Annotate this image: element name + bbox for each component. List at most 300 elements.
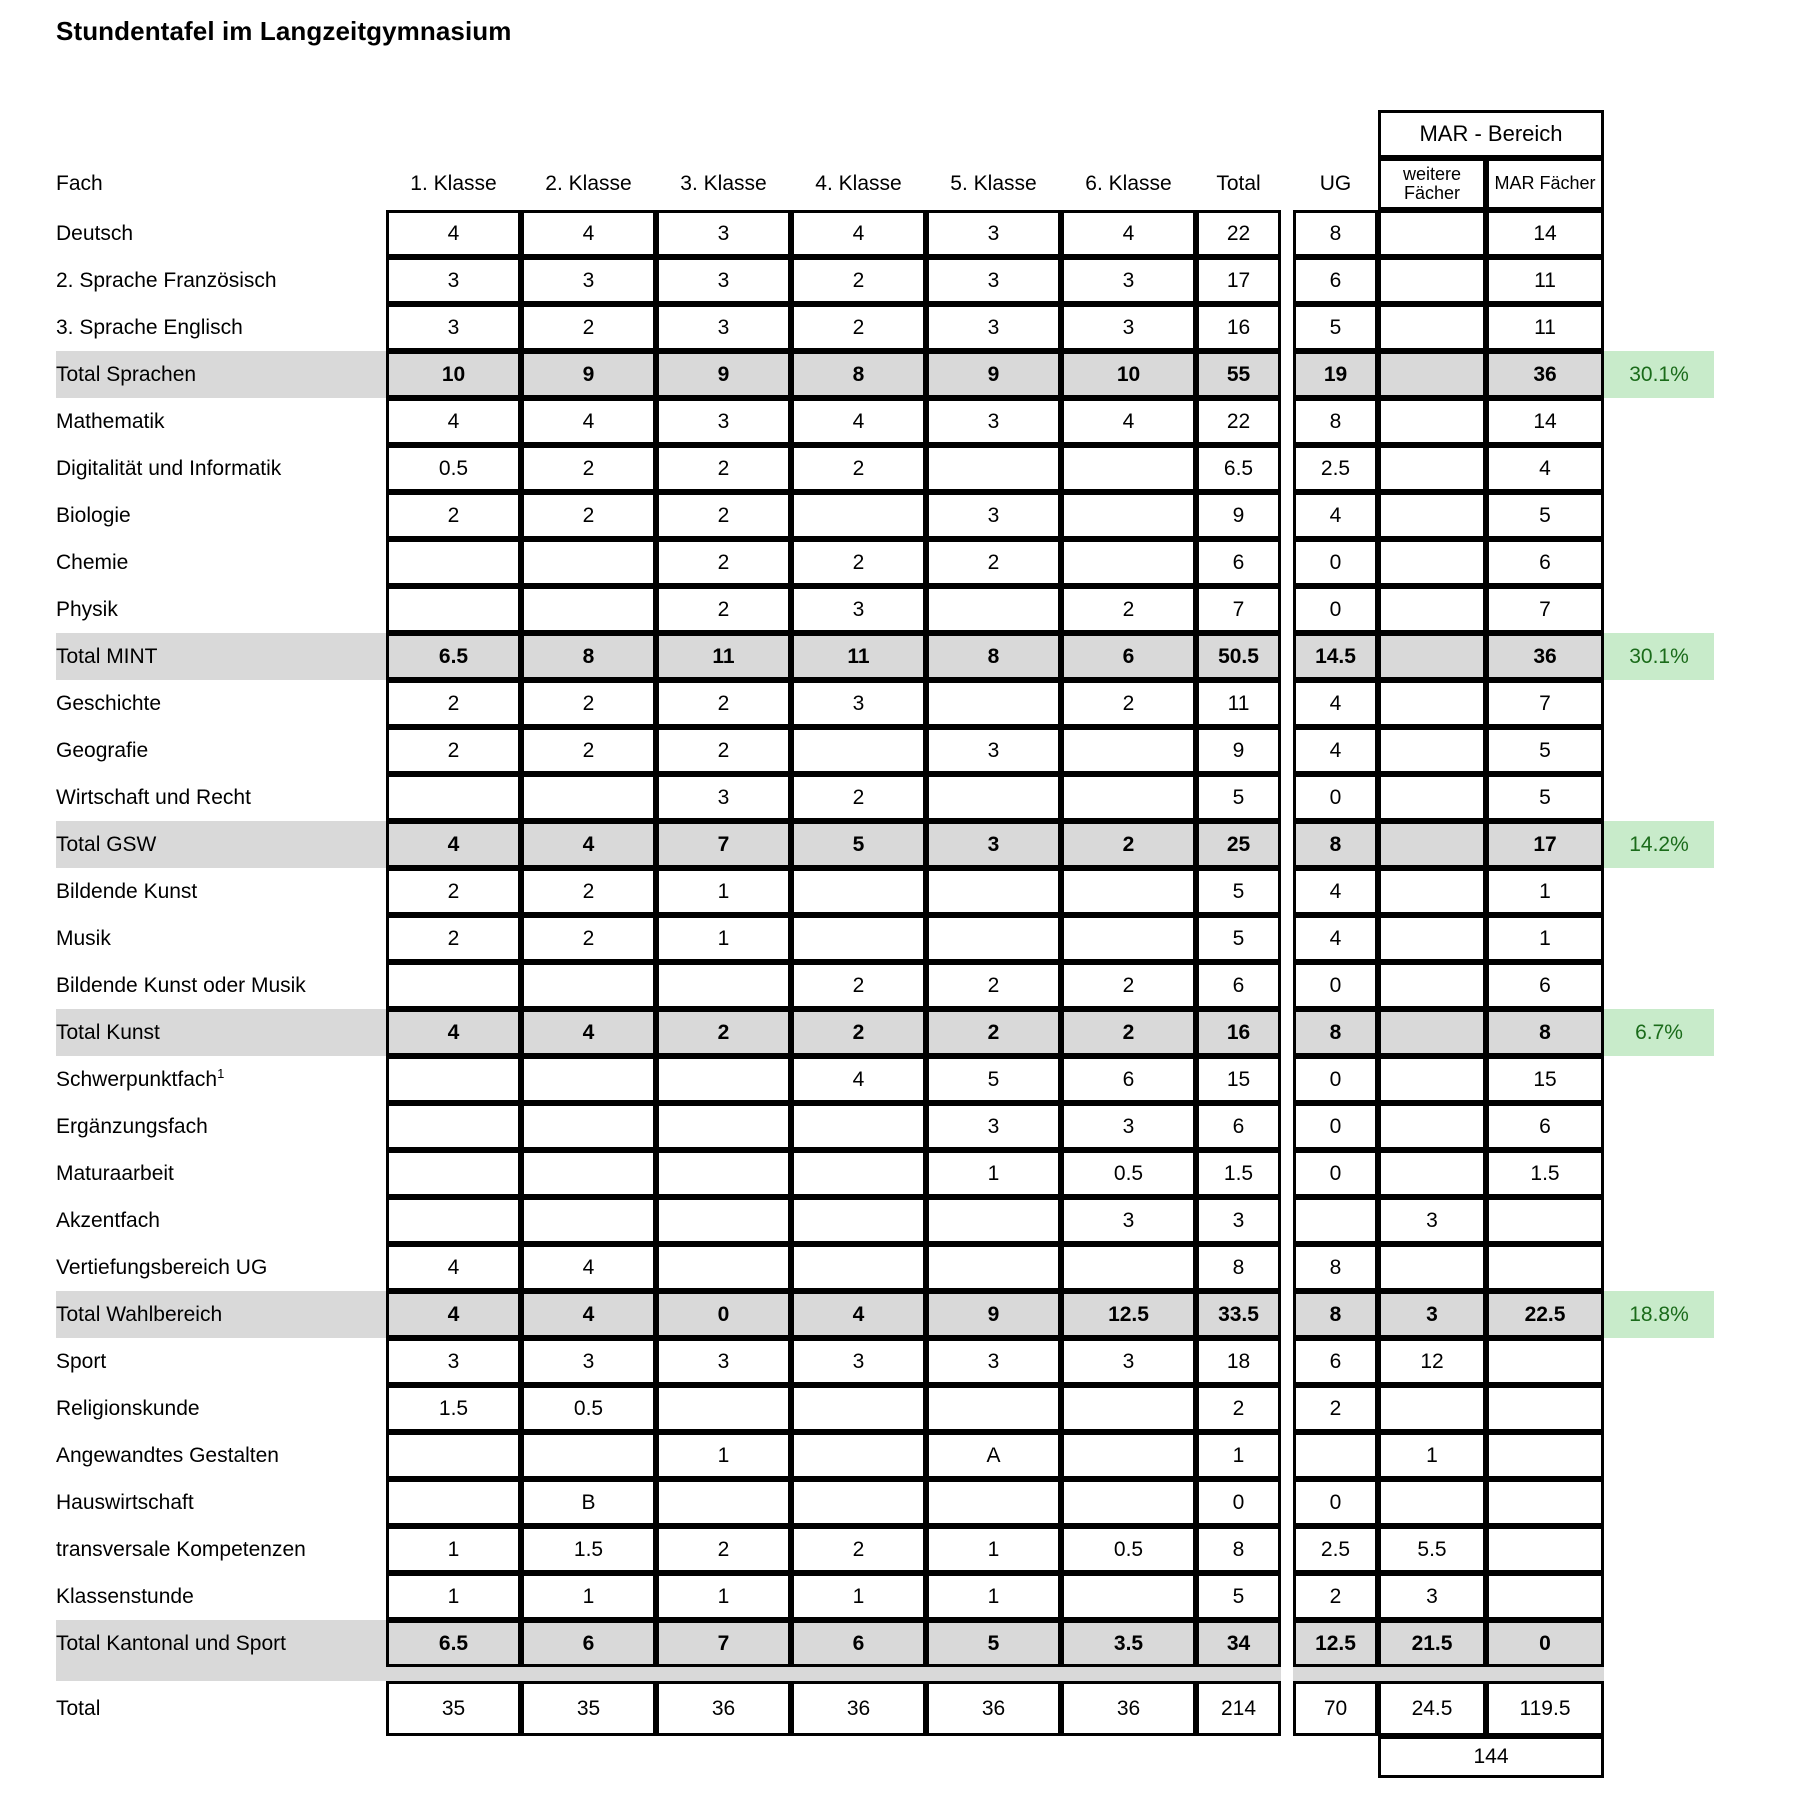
cell-percent: [1604, 1338, 1714, 1385]
row-label-fach: Musik: [56, 926, 111, 950]
cell-klasse-1: 3: [386, 257, 521, 304]
cell-klasse-3: 7: [656, 821, 791, 868]
cell-total: 8: [1196, 1526, 1281, 1573]
cell-klasse-6: 6: [1061, 1056, 1196, 1103]
column-gap: [1281, 1291, 1293, 1338]
cell-klasse-3: [656, 1244, 791, 1291]
cell-ug: 0: [1293, 586, 1378, 633]
cell-percent: [1604, 1479, 1714, 1526]
cell-klasse-3: 3: [656, 774, 791, 821]
cell-klasse-2: 4: [521, 1009, 656, 1056]
column-gap: [1281, 1009, 1293, 1056]
header-spacer-cell: [1604, 158, 1714, 210]
column-gap: [1281, 727, 1293, 774]
cell-total: 11: [1196, 680, 1281, 727]
cell-klasse-5: 3: [926, 821, 1061, 868]
cell-ug: 4: [1293, 680, 1378, 727]
column-gap: [1281, 1667, 1293, 1681]
mar-grand-total-spacer: [791, 1736, 926, 1778]
cell-percent: [1604, 1573, 1714, 1620]
cell-total: 22: [1196, 398, 1281, 445]
column-header-total: Total: [1216, 172, 1261, 195]
header-spacer-cell: [1281, 110, 1293, 158]
cell-klasse-2: 2: [521, 304, 656, 351]
mar-grand-total-spacer: [1293, 1736, 1378, 1778]
cell-weitere-faecher: [1378, 539, 1486, 586]
separator-band: [56, 1667, 1714, 1681]
table-row: [56, 398, 1714, 445]
column-gap: [1281, 1432, 1293, 1479]
cell-klasse-3: 3: [656, 257, 791, 304]
column-gap: [1281, 774, 1293, 821]
mar-grand-total-spacer: [1281, 1736, 1293, 1778]
cell-klasse-1: [386, 1056, 521, 1103]
row-label-fach: Total MINT: [56, 633, 386, 680]
cell-total: 16: [1196, 1009, 1281, 1056]
table-row: [56, 1197, 1714, 1244]
table-row: [56, 1573, 1714, 1620]
cell-mar-faecher: [1486, 1573, 1604, 1620]
cell-klasse-2: 2: [521, 680, 656, 727]
cell-klasse-6: [1061, 539, 1196, 586]
cell-weitere-faecher: [1378, 1056, 1486, 1103]
column-gap: [1281, 445, 1293, 492]
cell-klasse-6: [1061, 868, 1196, 915]
row-label-fach: Deutsch: [56, 221, 134, 245]
cell-ug: 8: [1293, 1291, 1378, 1338]
cell-klasse-2: 3: [521, 257, 656, 304]
table-row: [56, 445, 1714, 492]
cell-klasse-3: [656, 1385, 791, 1432]
grand-total-row: [56, 1681, 1714, 1736]
grand-total-ug: 70: [1293, 1681, 1378, 1736]
cell-klasse-6: [1061, 1479, 1196, 1526]
cell-total: 5: [1196, 774, 1281, 821]
cell-percent: [1604, 680, 1714, 727]
cell-klasse-2: 3: [521, 1338, 656, 1385]
cell-klasse-5: [926, 445, 1061, 492]
cell-ug: 8: [1293, 398, 1378, 445]
column-gap: [1281, 868, 1293, 915]
cell-klasse-6: [1061, 915, 1196, 962]
cell-ug: 14.5: [1293, 633, 1378, 680]
subtotal-row: [56, 1009, 1714, 1056]
cell-weitere-faecher: 21.5: [1378, 1620, 1486, 1667]
grand-total-klasse-4: 36: [791, 1681, 926, 1736]
cell-mar-faecher: 11: [1486, 304, 1604, 351]
cell-total: 6: [1196, 962, 1281, 1009]
cell-mar-faecher: [1486, 1479, 1604, 1526]
cell-klasse-2: 1.5: [521, 1526, 656, 1573]
cell-klasse-4: [791, 1103, 926, 1150]
cell-total: 0: [1196, 1479, 1281, 1526]
cell-percent: [1604, 774, 1714, 821]
stundentafel-table: [56, 110, 1714, 1778]
cell-ug: 2: [1293, 1573, 1378, 1620]
cell-mar-faecher: [1486, 1432, 1604, 1479]
cell-klasse-6: 12.5: [1061, 1291, 1196, 1338]
cell-klasse-4: [791, 1479, 926, 1526]
cell-klasse-5: 3: [926, 398, 1061, 445]
cell-ug: 2: [1293, 1385, 1378, 1432]
cell-klasse-4: [791, 492, 926, 539]
cell-klasse-4: 4: [791, 210, 926, 257]
cell-klasse-2: 4: [521, 1291, 656, 1338]
cell-klasse-5: 3: [926, 257, 1061, 304]
cell-klasse-5: 3: [926, 727, 1061, 774]
cell-percent: [1604, 868, 1714, 915]
row-label-fach: Total Kantonal und Sport: [56, 1620, 386, 1667]
cell-weitere-faecher: [1378, 915, 1486, 962]
cell-klasse-1: [386, 1432, 521, 1479]
cell-klasse-6: [1061, 727, 1196, 774]
cell-klasse-5: 8: [926, 633, 1061, 680]
cell-total: 1: [1196, 1432, 1281, 1479]
cell-mar-faecher: 8: [1486, 1009, 1604, 1056]
cell-percent: [1604, 1385, 1714, 1432]
row-label-fach: Wirtschaft und Recht: [56, 785, 251, 809]
header-spacer-cell: [1604, 110, 1714, 158]
cell-klasse-1: 4: [386, 210, 521, 257]
cell-klasse-5: [926, 1385, 1061, 1432]
cell-klasse-3: [656, 1103, 791, 1150]
cell-klasse-4: 2: [791, 539, 926, 586]
mar-grand-total-spacer: [1604, 1736, 1714, 1778]
row-label-fach: Bildende Kunst oder Musik: [56, 973, 306, 997]
cell-klasse-2: [521, 1432, 656, 1479]
cell-percent: [1604, 962, 1714, 1009]
cell-klasse-5: 2: [926, 962, 1061, 1009]
cell-klasse-4: [791, 868, 926, 915]
cell-percent: 6.7%: [1604, 1009, 1714, 1056]
cell-percent: [1604, 445, 1714, 492]
cell-klasse-4: [791, 1150, 926, 1197]
column-header-fach: Fach: [56, 172, 103, 195]
cell-klasse-5: [926, 868, 1061, 915]
mar-grand-total-spacer: [926, 1736, 1061, 1778]
cell-total: 34: [1196, 1620, 1281, 1667]
cell-klasse-2: [521, 774, 656, 821]
cell-klasse-1: 1.5: [386, 1385, 521, 1432]
column-gap: [1281, 633, 1293, 680]
cell-mar-faecher: [1486, 1197, 1604, 1244]
cell-klasse-3: 2: [656, 445, 791, 492]
cell-klasse-5: [926, 586, 1061, 633]
table-row: [56, 915, 1714, 962]
cell-weitere-faecher: [1378, 351, 1486, 398]
cell-klasse-4: 4: [791, 1056, 926, 1103]
header-spacer-cell: [1196, 110, 1281, 158]
table-row: [56, 1103, 1714, 1150]
cell-klasse-3: [656, 1056, 791, 1103]
header-row-columns: [56, 158, 1714, 210]
cell-klasse-1: 6.5: [386, 1620, 521, 1667]
cell-weitere-faecher: [1378, 210, 1486, 257]
cell-klasse-5: 2: [926, 1009, 1061, 1056]
cell-klasse-3: 1: [656, 868, 791, 915]
cell-klasse-6: 3.5: [1061, 1620, 1196, 1667]
cell-percent: [1604, 1526, 1714, 1573]
cell-percent: 18.8%: [1604, 1291, 1714, 1338]
cell-klasse-2: 1: [521, 1573, 656, 1620]
cell-klasse-1: 2: [386, 727, 521, 774]
cell-klasse-2: 4: [521, 210, 656, 257]
cell-klasse-1: 6.5: [386, 633, 521, 680]
cell-klasse-1: 2: [386, 868, 521, 915]
row-label-fach: Physik: [56, 597, 118, 621]
cell-ug: 8: [1293, 210, 1378, 257]
cell-total: 16: [1196, 304, 1281, 351]
table-row: [56, 1056, 1714, 1103]
cell-klasse-2: [521, 539, 656, 586]
cell-klasse-4: [791, 727, 926, 774]
cell-weitere-faecher: [1378, 1103, 1486, 1150]
separator-band-cell: [791, 1667, 926, 1681]
mar-grand-total-spacer: [656, 1736, 791, 1778]
cell-klasse-6: 2: [1061, 1009, 1196, 1056]
table-row: [56, 727, 1714, 774]
column-gap: [1281, 1526, 1293, 1573]
cell-klasse-6: [1061, 492, 1196, 539]
cell-weitere-faecher: [1378, 586, 1486, 633]
row-label-fach: Klassenstunde: [56, 1584, 194, 1608]
cell-klasse-1: [386, 1197, 521, 1244]
cell-percent: [1604, 257, 1714, 304]
cell-klasse-5: 5: [926, 1620, 1061, 1667]
cell-percent: [1604, 1432, 1714, 1479]
cell-ug: [1293, 1197, 1378, 1244]
table-row: [56, 1385, 1714, 1432]
column-gap: [1281, 398, 1293, 445]
cell-total: 6.5: [1196, 445, 1281, 492]
cell-klasse-2: [521, 962, 656, 1009]
cell-total: 55: [1196, 351, 1281, 398]
cell-weitere-faecher: [1378, 727, 1486, 774]
cell-total: 5: [1196, 868, 1281, 915]
cell-weitere-faecher: [1378, 962, 1486, 1009]
cell-percent: 14.2%: [1604, 821, 1714, 868]
cell-weitere-faecher: [1378, 398, 1486, 445]
cell-total: 6: [1196, 1103, 1281, 1150]
row-label-fach: Biologie: [56, 503, 131, 527]
column-header-mar-faecher: MAR Fächer: [1486, 158, 1604, 210]
cell-klasse-4: 3: [791, 1338, 926, 1385]
cell-mar-faecher: 6: [1486, 962, 1604, 1009]
cell-percent: 30.1%: [1604, 351, 1714, 398]
cell-klasse-6: 2: [1061, 821, 1196, 868]
column-gap: [1281, 915, 1293, 962]
cell-weitere-faecher: [1378, 1009, 1486, 1056]
cell-klasse-1: 4: [386, 1009, 521, 1056]
cell-klasse-1: [386, 1479, 521, 1526]
cell-mar-faecher: 22.5: [1486, 1291, 1604, 1338]
cell-klasse-5: [926, 680, 1061, 727]
table-row: [56, 1526, 1714, 1573]
cell-klasse-4: [791, 1244, 926, 1291]
cell-weitere-faecher: [1378, 445, 1486, 492]
cell-klasse-1: [386, 1103, 521, 1150]
cell-klasse-2: [521, 1056, 656, 1103]
column-header-klasse-3: 3. Klasse: [680, 172, 767, 195]
grand-total-klasse-2: 35: [521, 1681, 656, 1736]
mar-grand-total-spacer: [1196, 1736, 1281, 1778]
cell-klasse-6: 3: [1061, 1197, 1196, 1244]
cell-ug: 12.5: [1293, 1620, 1378, 1667]
cell-klasse-5: [926, 1197, 1061, 1244]
cell-mar-faecher: 4: [1486, 445, 1604, 492]
cell-percent: [1604, 727, 1714, 774]
cell-klasse-2: 6: [521, 1620, 656, 1667]
cell-mar-faecher: [1486, 1526, 1604, 1573]
subtotal-row: [56, 1620, 1714, 1667]
cell-klasse-6: [1061, 1385, 1196, 1432]
row-label-fach: Maturaarbeit: [56, 1161, 174, 1185]
header-spacer-cell: [56, 110, 386, 158]
header-spacer-cell: [791, 110, 926, 158]
cell-ug: 5: [1293, 304, 1378, 351]
cell-klasse-1: 2: [386, 680, 521, 727]
cell-mar-faecher: 36: [1486, 351, 1604, 398]
cell-klasse-3: 1: [656, 1573, 791, 1620]
header-spacer-cell: [656, 110, 791, 158]
cell-klasse-6: 0.5: [1061, 1526, 1196, 1573]
column-header-klasse-6: 6. Klasse: [1085, 172, 1172, 195]
grand-total-klasse-3: 36: [656, 1681, 791, 1736]
separator-band-label: [56, 1667, 386, 1681]
cell-klasse-6: 3: [1061, 257, 1196, 304]
cell-weitere-faecher: [1378, 304, 1486, 351]
cell-total: 22: [1196, 210, 1281, 257]
cell-total: 33.5: [1196, 1291, 1281, 1338]
column-gap: [1281, 962, 1293, 1009]
cell-ug: 4: [1293, 868, 1378, 915]
row-label-fach: Geschichte: [56, 691, 162, 715]
cell-weitere-faecher: [1378, 1479, 1486, 1526]
cell-klasse-5: 3: [926, 1103, 1061, 1150]
column-gap: [1281, 1197, 1293, 1244]
cell-percent: [1604, 398, 1714, 445]
separator-band-spacer: [1604, 1667, 1714, 1681]
cell-weitere-faecher: 3: [1378, 1197, 1486, 1244]
cell-mar-faecher: [1486, 1244, 1604, 1291]
cell-klasse-2: 4: [521, 821, 656, 868]
cell-mar-faecher: 15: [1486, 1056, 1604, 1103]
cell-ug: 8: [1293, 1244, 1378, 1291]
cell-klasse-1: [386, 774, 521, 821]
cell-klasse-2: 2: [521, 492, 656, 539]
cell-klasse-1: [386, 586, 521, 633]
cell-percent: [1604, 304, 1714, 351]
header-row-mar-banner: [56, 110, 1714, 158]
row-label-fach: Total Wahlbereich: [56, 1291, 386, 1338]
cell-klasse-4: 2: [791, 304, 926, 351]
cell-mar-faecher: [1486, 1385, 1604, 1432]
table-row: [56, 962, 1714, 1009]
row-label-fach: Schwerpunktfach$^1$: [56, 1065, 225, 1091]
cell-weitere-faecher: [1378, 680, 1486, 727]
cell-mar-faecher: 5: [1486, 492, 1604, 539]
cell-percent: [1604, 1197, 1714, 1244]
cell-klasse-1: 2: [386, 492, 521, 539]
cell-klasse-4: 11: [791, 633, 926, 680]
header-spacer-cell: [386, 110, 521, 158]
page-title: Stundentafel im Langzeitgymnasium: [56, 16, 512, 46]
cell-klasse-5: 1: [926, 1526, 1061, 1573]
cell-klasse-4: [791, 1385, 926, 1432]
cell-total: 25: [1196, 821, 1281, 868]
cell-klasse-1: [386, 539, 521, 586]
cell-total: 7: [1196, 586, 1281, 633]
cell-klasse-5: 3: [926, 1338, 1061, 1385]
cell-mar-faecher: 14: [1486, 210, 1604, 257]
row-label-fach: Vertiefungsbereich UG: [56, 1255, 268, 1279]
cell-klasse-6: 6: [1061, 633, 1196, 680]
subtotal-row: [56, 821, 1714, 868]
cell-total: 17: [1196, 257, 1281, 304]
cell-klasse-4: 2: [791, 257, 926, 304]
cell-klasse-5: 2: [926, 539, 1061, 586]
cell-klasse-6: 0.5: [1061, 1150, 1196, 1197]
cell-klasse-5: [926, 1244, 1061, 1291]
cell-klasse-3: [656, 962, 791, 1009]
cell-ug: 0: [1293, 962, 1378, 1009]
cell-klasse-3: 9: [656, 351, 791, 398]
cell-klasse-1: 1: [386, 1526, 521, 1573]
cell-klasse-4: [791, 1197, 926, 1244]
cell-total: 18: [1196, 1338, 1281, 1385]
row-label-fach: Digitalität und Informatik: [56, 456, 282, 480]
cell-klasse-3: 3: [656, 1338, 791, 1385]
table-row: [56, 304, 1714, 351]
cell-klasse-4: 2: [791, 445, 926, 492]
table-row: [56, 680, 1714, 727]
cell-klasse-3: 2: [656, 1009, 791, 1056]
subtotal-row: [56, 1291, 1714, 1338]
cell-weitere-faecher: 12: [1378, 1338, 1486, 1385]
row-label-fach: 3. Sprache Englisch: [56, 315, 243, 339]
cell-klasse-2: 2: [521, 868, 656, 915]
row-label-fach: Ergänzungsfach: [56, 1114, 208, 1138]
cell-klasse-2: [521, 1103, 656, 1150]
header-spacer-cell: [1293, 110, 1378, 158]
cell-weitere-faecher: [1378, 774, 1486, 821]
cell-klasse-6: 3: [1061, 304, 1196, 351]
cell-klasse-3: 3: [656, 210, 791, 257]
subtotal-row: [56, 633, 1714, 680]
cell-total: 1.5: [1196, 1150, 1281, 1197]
cell-klasse-2: 0.5: [521, 1385, 656, 1432]
cell-klasse-4: [791, 1432, 926, 1479]
cell-klasse-2: 4: [521, 398, 656, 445]
column-gap: [1281, 1056, 1293, 1103]
cell-klasse-2: 2: [521, 727, 656, 774]
cell-mar-faecher: 14: [1486, 398, 1604, 445]
cell-ug: 0: [1293, 1103, 1378, 1150]
cell-klasse-3: 3: [656, 304, 791, 351]
cell-weitere-faecher: [1378, 1150, 1486, 1197]
cell-klasse-2: [521, 1197, 656, 1244]
row-label-fach: Geografie: [56, 738, 149, 762]
cell-total: 15: [1196, 1056, 1281, 1103]
cell-klasse-5: 1: [926, 1150, 1061, 1197]
header-spacer-cell: [1061, 110, 1196, 158]
cell-total: 8: [1196, 1244, 1281, 1291]
cell-klasse-4: 8: [791, 351, 926, 398]
table-row: [56, 1479, 1714, 1526]
row-label-fach: transversale Kompetenzen: [56, 1537, 306, 1561]
cell-klasse-5: 9: [926, 1291, 1061, 1338]
cell-klasse-6: [1061, 1573, 1196, 1620]
